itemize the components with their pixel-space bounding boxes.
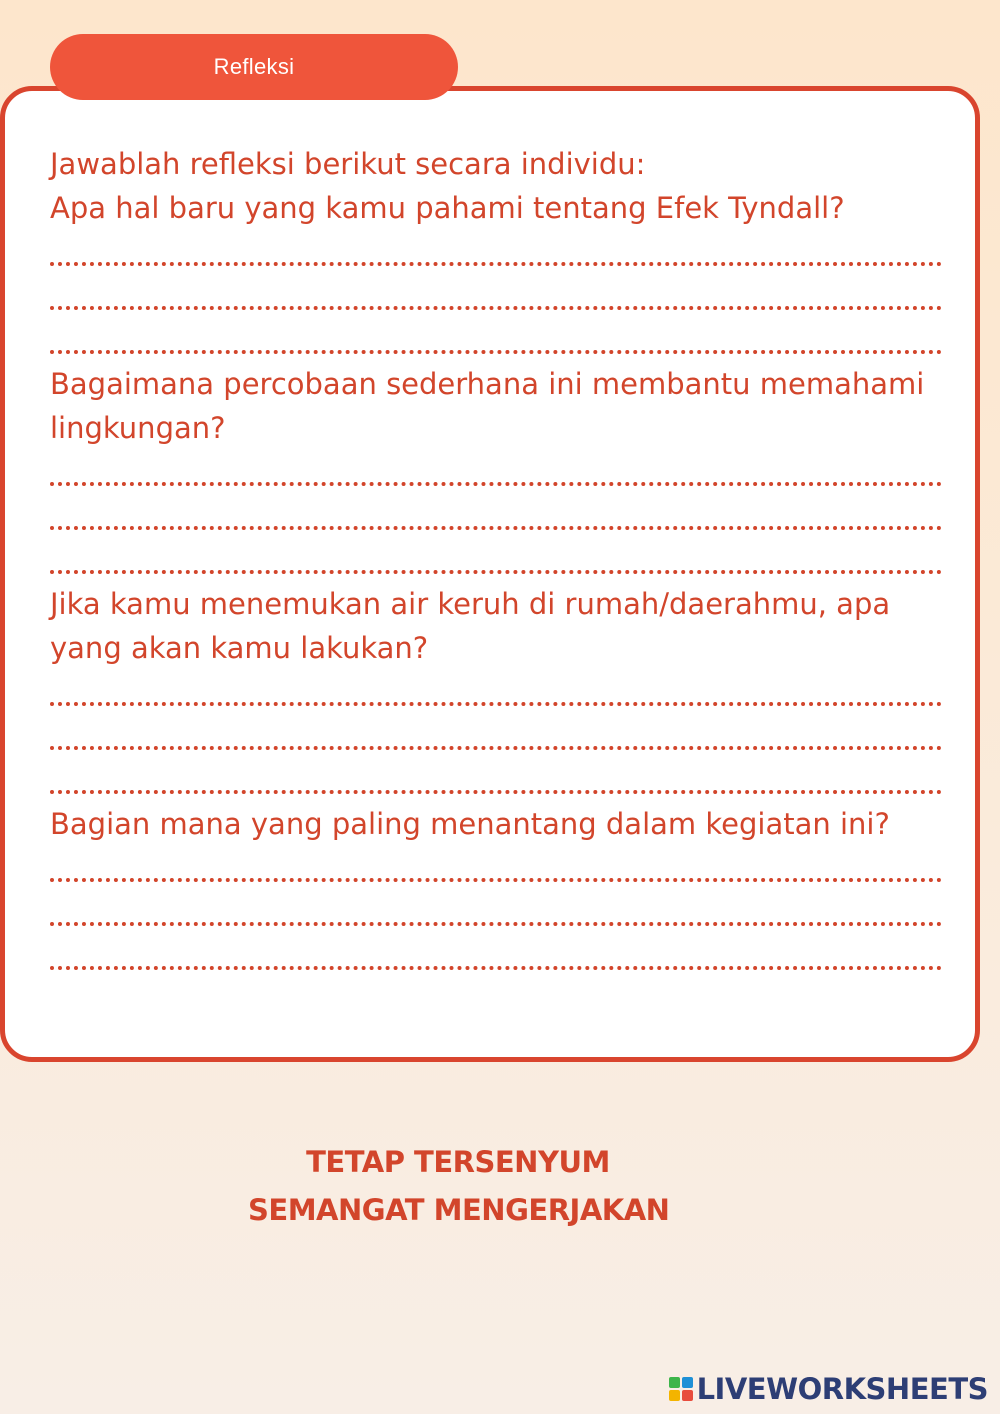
- liveworksheets-brand[interactable]: [669, 1372, 988, 1406]
- answer-line[interactable]: [50, 846, 950, 890]
- answer-line[interactable]: [50, 274, 950, 318]
- answer-line[interactable]: [50, 714, 950, 758]
- question-2-line-2: lingkungan?: [50, 411, 226, 445]
- reflection-content: [50, 142, 950, 978]
- answer-line[interactable]: [50, 230, 950, 274]
- question-3-line-1: Jika kamu menemukan air keruh di rumah/daerahmu, apa: [50, 587, 891, 621]
- footer-line-2: SEMANGAT MENGERJAKAN: [248, 1193, 670, 1227]
- logo-square-icon: [682, 1377, 693, 1388]
- logo-square-icon: [669, 1390, 680, 1401]
- section-tab: [50, 34, 458, 100]
- liveworksheets-logo-icon: [669, 1377, 693, 1401]
- answer-line[interactable]: [50, 934, 950, 978]
- motivation-footer: [248, 1138, 668, 1234]
- answer-line[interactable]: [50, 318, 950, 362]
- answer-line[interactable]: [50, 758, 950, 802]
- answer-line[interactable]: [50, 538, 950, 582]
- logo-square-icon: [682, 1390, 693, 1401]
- question-1: Apa hal baru yang kamu pahami tentang Efek Tyndall?: [50, 191, 845, 225]
- section-tab-label: Refleksi: [213, 54, 295, 79]
- question-3-line-2: yang akan kamu lakukan?: [50, 631, 429, 665]
- answer-line[interactable]: [50, 890, 950, 934]
- answer-line[interactable]: [50, 450, 950, 494]
- footer-line-1: TETAP TERSENYUM: [306, 1145, 610, 1179]
- answer-line[interactable]: [50, 494, 950, 538]
- question-4: Bagian mana yang paling menantang dalam kegiatan ini?: [50, 807, 890, 841]
- answer-line[interactable]: [50, 670, 950, 714]
- logo-square-icon: [669, 1377, 680, 1388]
- question-2-line-1: Bagaimana percobaan sederhana ini membantu memahami: [50, 367, 925, 401]
- brand-name: LIVEWORKSHEETS: [696, 1372, 988, 1406]
- instruction-text: Jawablah refleksi berikut secara individu:: [50, 147, 646, 181]
